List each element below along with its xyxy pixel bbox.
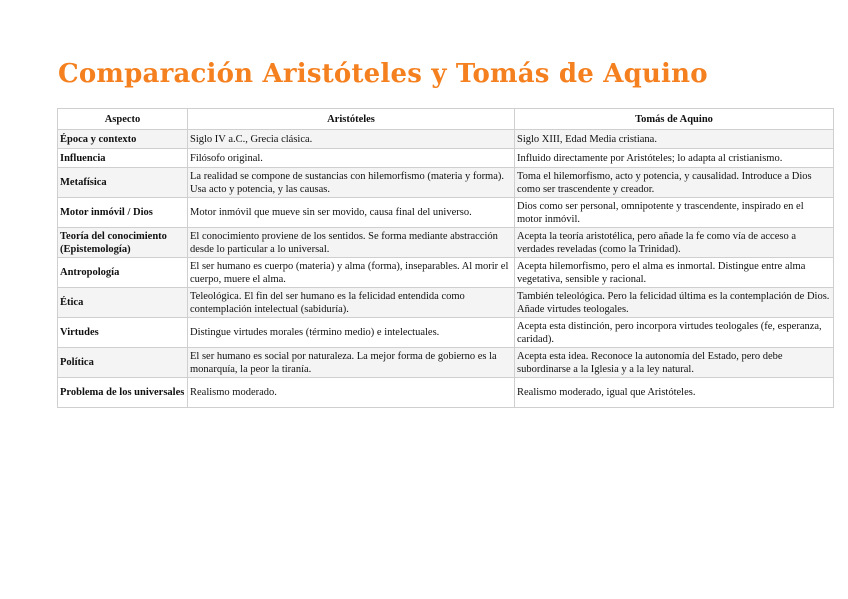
aspect-cell: Influencia <box>58 149 188 168</box>
aspect-cell: Teoría del conocimiento (Epistemología) <box>58 228 188 258</box>
aristotle-cell: Siglo IV a.C., Grecia clásica. <box>188 130 515 149</box>
table-row <box>58 228 834 258</box>
aquinas-cell: Influido directamente por Aristóteles; lo adapta al cristianismo. <box>515 149 834 168</box>
aquinas-cell: Dios como ser personal, omnipotente y trascendente, inspirado en el motor inmóvil. <box>515 198 834 228</box>
aquinas-cell: Toma el hilemorfismo, acto y potencia, y causalidad. Introduce a Dios como ser trascendente y creador. <box>515 168 834 198</box>
aristotle-cell: Teleológica. El fin del ser humano es la felicidad entendida como contemplación intelectual (sabiduría). <box>188 288 515 318</box>
aspect-cell: Época y contexto <box>58 130 188 149</box>
aristotle-cell: El ser humano es social por naturaleza. La mejor forma de gobierno es la monarquía, la peor la tiranía. <box>188 348 515 378</box>
table-row <box>58 288 834 318</box>
aquinas-cell: También teleológica. Pero la felicidad última es la contemplación de Dios. Añade virtudes teologales. <box>515 288 834 318</box>
aquinas-cell: Realismo moderado, igual que Aristóteles. <box>515 378 834 408</box>
aquinas-cell: Siglo XIII, Edad Media cristiana. <box>515 130 834 149</box>
page-title: Comparación Aristóteles y Tomás de Aquino <box>58 59 708 89</box>
aquinas-cell: Acepta la teoría aristotélica, pero añade la fe como vía de acceso a verdades reveladas (como la Trinidad). <box>515 228 834 258</box>
aspect-cell: Política <box>58 348 188 378</box>
aristotle-cell: El ser humano es cuerpo (materia) y alma (forma), inseparables. Al morir el cuerpo, muere el alma. <box>188 258 515 288</box>
column-header-aquinas: Tomás de Aquino <box>515 109 834 130</box>
aspect-cell: Ética <box>58 288 188 318</box>
aristotle-cell: Realismo moderado. <box>188 378 515 408</box>
aspect-cell: Motor inmóvil / Dios <box>58 198 188 228</box>
table-header-row <box>58 109 834 130</box>
aspect-cell: Virtudes <box>58 318 188 348</box>
table-row <box>58 258 834 288</box>
aspect-cell: Problema de los universales <box>58 378 188 408</box>
table-row <box>58 168 834 198</box>
table-row <box>58 149 834 168</box>
aquinas-cell: Acepta esta idea. Reconoce la autonomía del Estado, pero debe subordinarse a la Iglesia y a la ley natural. <box>515 348 834 378</box>
table-row <box>58 378 834 408</box>
aquinas-cell: Acepta hilemorfismo, pero el alma es inmortal. Distingue entre alma vegetativa, sensible y racional. <box>515 258 834 288</box>
column-header-aspect: Aspecto <box>58 109 188 130</box>
aristotle-cell: La realidad se compone de sustancias con hilemorfismo (materia y forma). Usa acto y potencia, y las causas. <box>188 168 515 198</box>
aristotle-cell: El conocimiento proviene de los sentidos. Se forma mediante abstracción desde lo particular a lo universal. <box>188 228 515 258</box>
aristotle-cell: Filósofo original. <box>188 149 515 168</box>
aquinas-cell: Acepta esta distinción, pero incorpora virtudes teologales (fe, esperanza, caridad). <box>515 318 834 348</box>
table-row <box>58 198 834 228</box>
table-row <box>58 130 834 149</box>
aspect-cell: Antropología <box>58 258 188 288</box>
table-row <box>58 348 834 378</box>
table-row <box>58 318 834 348</box>
aspect-cell: Metafísica <box>58 168 188 198</box>
aristotle-cell: Distingue virtudes morales (término medio) e intelectuales. <box>188 318 515 348</box>
aristotle-cell: Motor inmóvil que mueve sin ser movido, causa final del universo. <box>188 198 515 228</box>
column-header-aristotle: Aristóteles <box>188 109 515 130</box>
comparison-table <box>57 108 834 408</box>
